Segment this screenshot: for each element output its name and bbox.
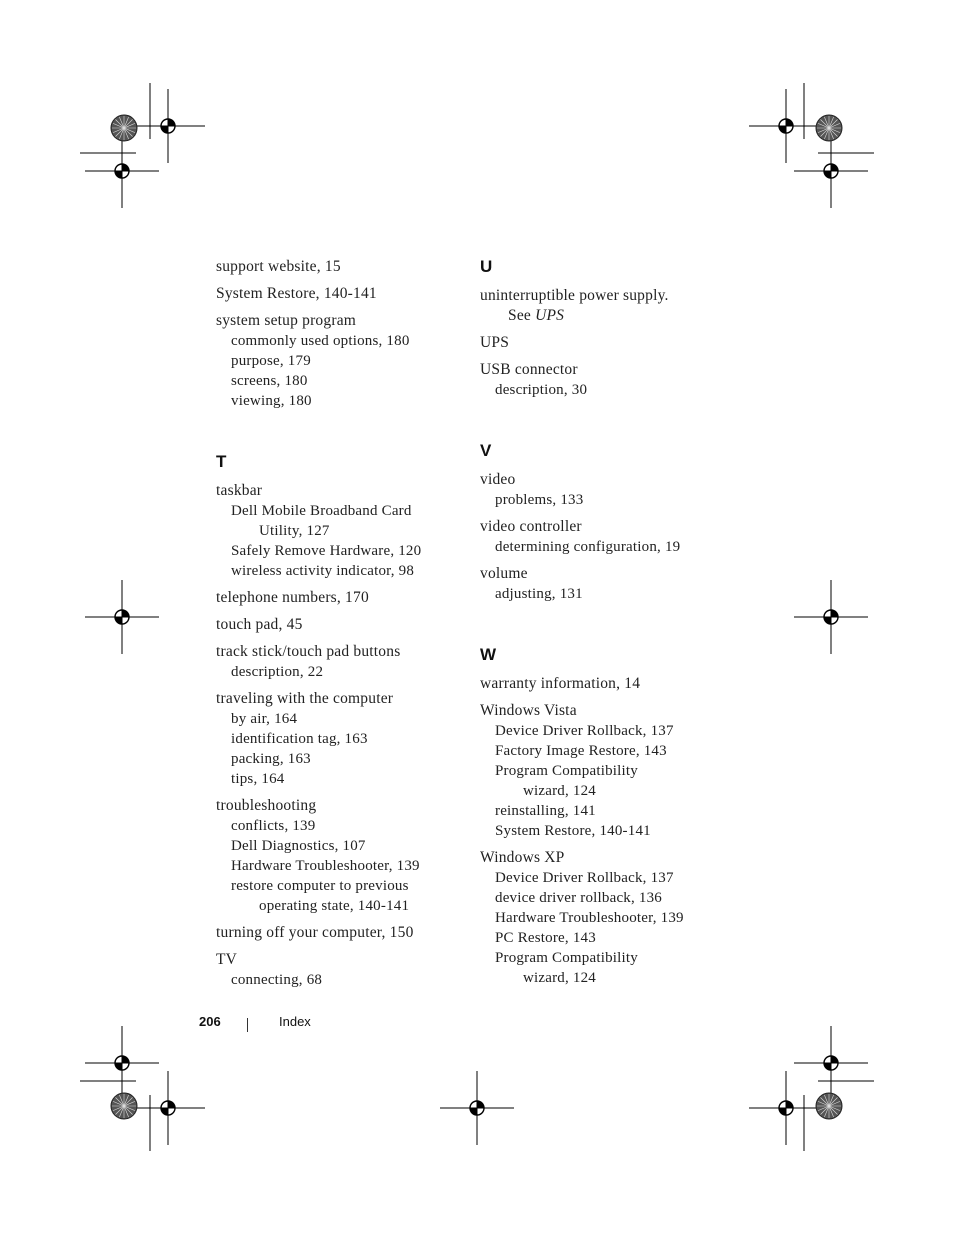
index-subterm: screens, 180	[231, 373, 308, 389]
index-subterm: problems, 133	[495, 492, 584, 508]
index-term: volume	[480, 565, 528, 582]
index-subterm-continuation: wizard, 124	[523, 783, 597, 799]
index-subterm: Program Compatibility	[495, 763, 638, 779]
index-entry	[216, 796, 466, 916]
index-subterm: System Restore, 140-141	[495, 823, 651, 839]
page-number: 206	[199, 1014, 221, 1029]
index-entry	[216, 284, 466, 304]
index-subterm: PC Restore, 143	[495, 930, 596, 946]
index-see-reference	[480, 306, 730, 326]
index-entry	[216, 481, 466, 581]
index-subterm: Hardware Troubleshooter, 139	[231, 858, 420, 874]
index-entry	[480, 286, 730, 326]
index-term: System Restore, 140-141	[216, 285, 377, 302]
index-subterm: restore computer to previous	[231, 878, 409, 894]
index-term: Windows XP	[480, 849, 565, 866]
index-subterm: tips, 164	[231, 771, 285, 787]
index-term: video	[480, 471, 516, 488]
index-term: USB connector	[480, 361, 578, 378]
index-entry	[216, 689, 466, 789]
index-entry	[216, 588, 466, 608]
index-entry	[216, 950, 466, 990]
see-label: See	[508, 307, 531, 324]
index-subterm-continuation: Utility, 127	[259, 523, 330, 539]
index-subterm: description, 22	[231, 664, 324, 680]
index-subterm: adjusting, 131	[495, 586, 583, 602]
index-term: traveling with the computer	[216, 690, 394, 707]
index-term: support website, 15	[216, 258, 341, 275]
index-term: troubleshooting	[216, 797, 317, 814]
index-subterm: commonly used options, 180	[231, 333, 410, 349]
index-term: Windows Vista	[480, 702, 577, 719]
index-entry	[480, 333, 730, 353]
index-term: warranty information, 14	[480, 675, 641, 692]
index-term: UPS	[480, 334, 510, 351]
page-footer	[199, 1014, 311, 1029]
index-entry	[480, 470, 730, 510]
index-subterm: Safely Remove Hardware, 120	[231, 543, 422, 559]
index-subterm: purpose, 179	[231, 353, 311, 369]
index-subterm: description, 30	[495, 382, 588, 398]
footer-divider	[247, 1018, 248, 1032]
index-term: video controller	[480, 518, 582, 535]
index-term: taskbar	[216, 482, 263, 499]
index-subterm: viewing, 180	[231, 393, 312, 409]
index-subterm: Hardware Troubleshooter, 139	[495, 910, 684, 926]
index-term: touch pad, 45	[216, 616, 303, 633]
index-subterm: device driver rollback, 136	[495, 890, 663, 906]
index-entry	[216, 923, 466, 943]
index-letter-heading: T	[216, 452, 227, 471]
index-column-right	[480, 257, 730, 995]
index-entry	[480, 848, 730, 988]
index-subterm: packing, 163	[231, 751, 311, 767]
index-entry	[216, 642, 466, 682]
index-term: telephone numbers, 170	[216, 589, 369, 606]
index-subterm: by air, 164	[231, 711, 298, 727]
index-entry	[216, 615, 466, 635]
index-subterm: determining configuration, 19	[495, 539, 681, 555]
index-subterm: wireless activity indicator, 98	[231, 563, 415, 579]
footer-section-title: Index	[279, 1014, 311, 1029]
index-term: system setup program	[216, 312, 357, 329]
index-entry	[480, 674, 730, 694]
index-term: turning off your computer, 150	[216, 924, 414, 941]
index-term: uninterruptible power supply.	[480, 287, 669, 304]
index-letter-heading: W	[480, 645, 497, 664]
index-entry	[480, 564, 730, 604]
index-subterm: conflicts, 139	[231, 818, 316, 834]
see-target: UPS	[535, 307, 565, 324]
index-subterm: Device Driver Rollback, 137	[495, 870, 674, 886]
index-subterm: Factory Image Restore, 143	[495, 743, 667, 759]
index-entry	[480, 360, 730, 400]
index-subterm: identification tag, 163	[231, 731, 368, 747]
index-term: track stick/touch pad buttons	[216, 643, 401, 660]
index-entry	[480, 517, 730, 557]
index-entry	[216, 311, 466, 411]
index-subterm: Dell Mobile Broadband Card	[231, 503, 412, 519]
index-subterm: Program Compatibility	[495, 950, 638, 966]
index-subterm: Device Driver Rollback, 137	[495, 723, 674, 739]
index-subterm-continuation: operating state, 140-141	[259, 898, 410, 914]
index-term: TV	[216, 951, 238, 968]
index-letter-heading: U	[480, 257, 493, 276]
index-letter-heading: V	[480, 441, 492, 460]
index-column-left	[216, 257, 466, 997]
index-subterm: connecting, 68	[231, 972, 323, 988]
index-subterm: Dell Diagnostics, 107	[231, 838, 366, 854]
index-subterm: reinstalling, 141	[495, 803, 596, 819]
index-entry	[480, 701, 730, 841]
index-entry	[216, 257, 466, 277]
index-subterm-continuation: wizard, 124	[523, 970, 597, 986]
